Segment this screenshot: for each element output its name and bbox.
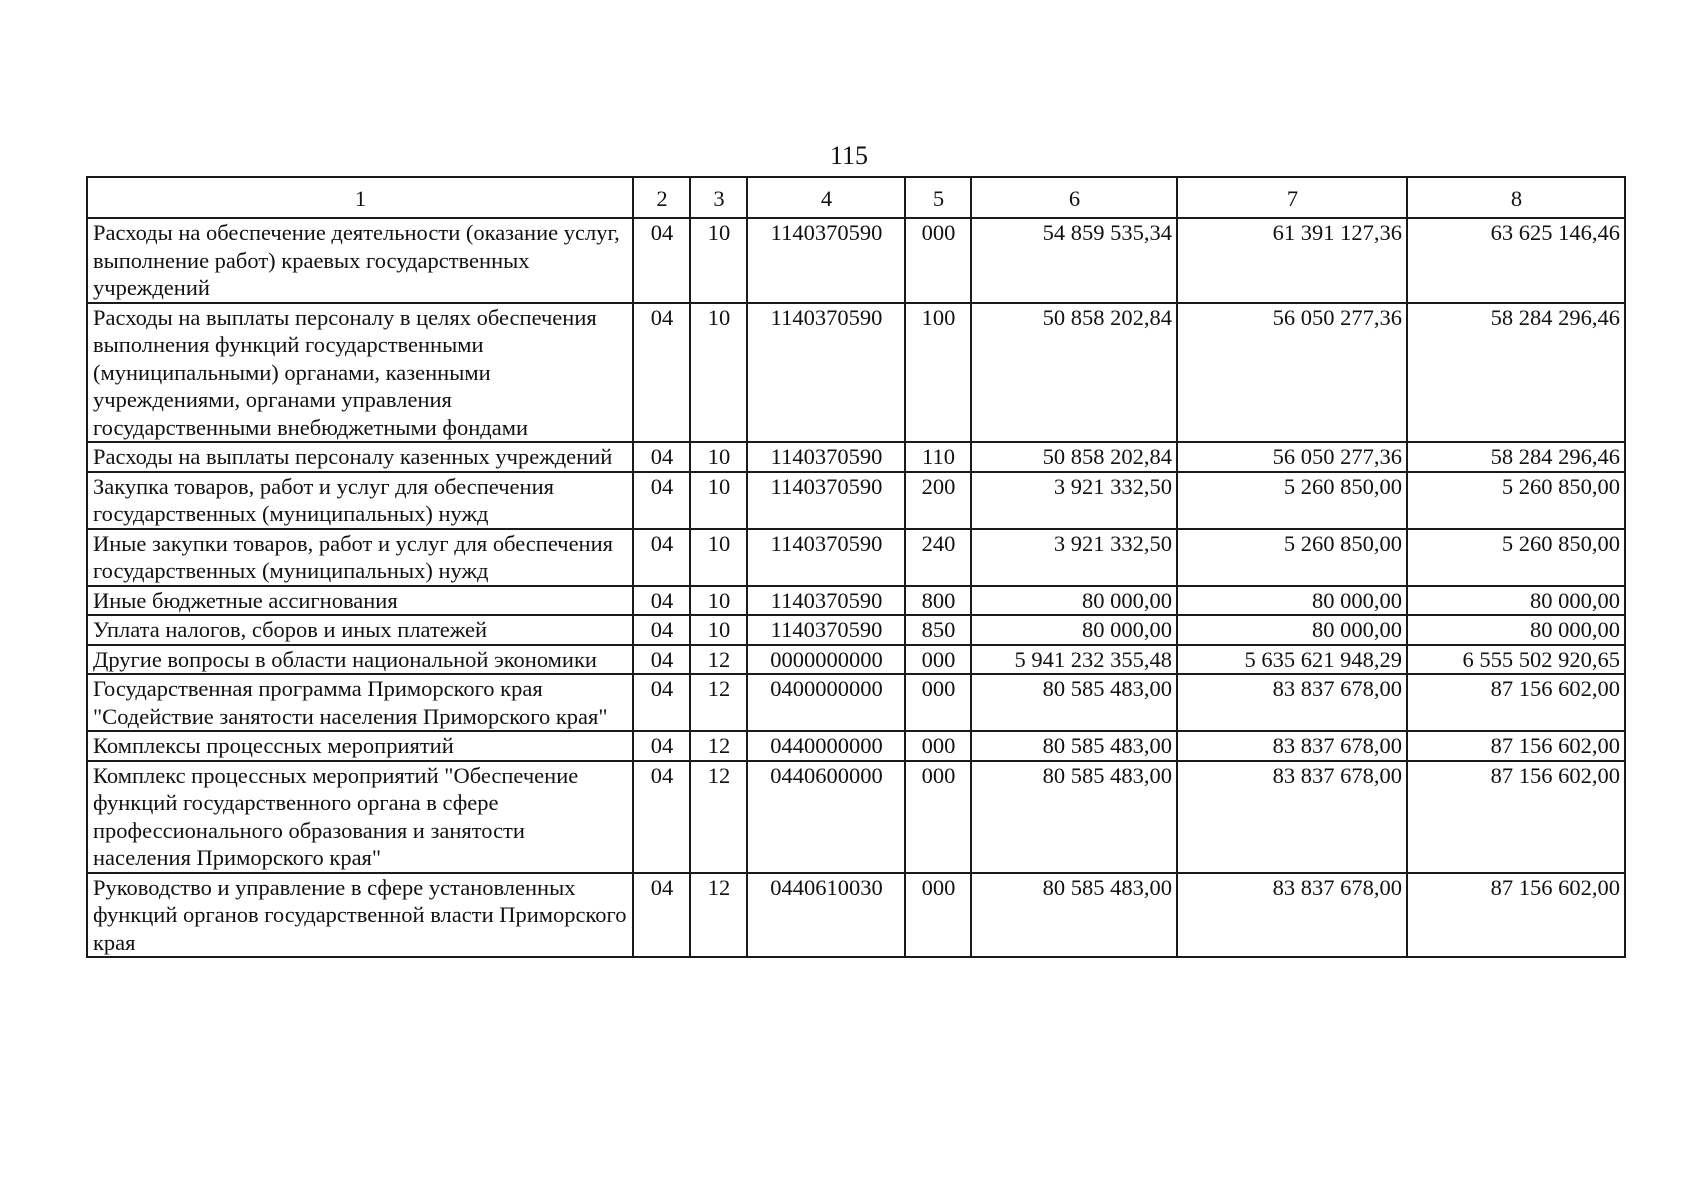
- expense-type-code: 850: [905, 615, 971, 645]
- expense-type-code: 200: [905, 472, 971, 529]
- section-code: 04: [633, 529, 690, 586]
- section-code: 04: [633, 303, 690, 443]
- column-header: 3: [690, 177, 747, 218]
- amount-col-7: 61 391 127,36: [1177, 218, 1407, 303]
- subsection-code: 10: [690, 442, 747, 472]
- table-row: [87, 472, 1625, 529]
- expense-type-code: 000: [905, 218, 971, 303]
- amount-col-6: 3 921 332,50: [971, 472, 1177, 529]
- page-number: 115: [829, 141, 869, 170]
- amount-col-7: 83 837 678,00: [1177, 873, 1407, 958]
- subsection-code: 10: [690, 529, 747, 586]
- budget-table: [86, 176, 1626, 958]
- section-code: 04: [633, 674, 690, 731]
- amount-col-8: 87 156 602,00: [1407, 873, 1625, 958]
- amount-col-6: 80 000,00: [971, 615, 1177, 645]
- column-header: 6: [971, 177, 1177, 218]
- amount-col-7: 5 260 850,00: [1177, 472, 1407, 529]
- expense-type-code: 000: [905, 761, 971, 873]
- target-article-code: 0440610030: [747, 873, 905, 958]
- row-name: Комплексы процессных мероприятий: [87, 731, 633, 761]
- row-name: Уплата налогов, сборов и иных платежей: [87, 615, 633, 645]
- amount-col-7: 56 050 277,36: [1177, 303, 1407, 443]
- amount-col-6: 80 585 483,00: [971, 761, 1177, 873]
- target-article-code: 0400000000: [747, 674, 905, 731]
- section-code: 04: [633, 615, 690, 645]
- subsection-code: 12: [690, 873, 747, 958]
- section-code: 04: [633, 873, 690, 958]
- amount-col-7: 5 260 850,00: [1177, 529, 1407, 586]
- amount-col-8: 58 284 296,46: [1407, 442, 1625, 472]
- header-row: [87, 177, 1625, 218]
- row-name: Руководство и управление в сфере установленных функций органов государственной власти Приморского края: [87, 873, 633, 958]
- row-name: Иные закупки товаров, работ и услуг для обеспечения государственных (муниципальных) нужд: [87, 529, 633, 586]
- subsection-code: 10: [690, 615, 747, 645]
- amount-col-8: 80 000,00: [1407, 586, 1625, 616]
- subsection-code: 12: [690, 674, 747, 731]
- table-row: [87, 303, 1625, 443]
- table-row: [87, 529, 1625, 586]
- table-row: [87, 442, 1625, 472]
- amount-col-6: 5 941 232 355,48: [971, 645, 1177, 675]
- target-article-code: 1140370590: [747, 218, 905, 303]
- row-name: Расходы на обеспечение деятельности (оказание услуг, выполнение работ) краевых государственных учреждений: [87, 218, 633, 303]
- row-name: Государственная программа Приморского края "Содействие занятости населения Приморского края": [87, 674, 633, 731]
- amount-col-8: 87 156 602,00: [1407, 731, 1625, 761]
- expense-type-code: 100: [905, 303, 971, 443]
- column-header: 8: [1407, 177, 1625, 218]
- amount-col-7: 83 837 678,00: [1177, 731, 1407, 761]
- expense-type-code: 800: [905, 586, 971, 616]
- target-article-code: 0440600000: [747, 761, 905, 873]
- column-header: 1: [87, 177, 633, 218]
- expense-type-code: 000: [905, 731, 971, 761]
- row-name: Другие вопросы в области национальной экономики: [87, 645, 633, 675]
- subsection-code: 10: [690, 586, 747, 616]
- expense-type-code: 240: [905, 529, 971, 586]
- amount-col-8: 58 284 296,46: [1407, 303, 1625, 443]
- table-row: [87, 218, 1625, 303]
- amount-col-6: 3 921 332,50: [971, 529, 1177, 586]
- subsection-code: 10: [690, 472, 747, 529]
- column-header: 2: [633, 177, 690, 218]
- row-name: Иные бюджетные ассигнования: [87, 586, 633, 616]
- target-article-code: 1140370590: [747, 586, 905, 616]
- amount-col-7: 83 837 678,00: [1177, 674, 1407, 731]
- table-row: [87, 615, 1625, 645]
- expense-type-code: 000: [905, 645, 971, 675]
- target-article-code: 0440000000: [747, 731, 905, 761]
- subsection-code: 12: [690, 731, 747, 761]
- amount-col-6: 50 858 202,84: [971, 442, 1177, 472]
- amount-col-7: 5 635 621 948,29: [1177, 645, 1407, 675]
- expense-type-code: 110: [905, 442, 971, 472]
- amount-col-8: 80 000,00: [1407, 615, 1625, 645]
- amount-col-7: 80 000,00: [1177, 586, 1407, 616]
- row-name: Расходы на выплаты персоналу в целях обеспечения выполнения функций государственными (муниципальными) органами, казенными учреждениями, органами управления государственными внебюджетными фондами: [87, 303, 633, 443]
- row-name: Расходы на выплаты персоналу казенных учреждений: [87, 442, 633, 472]
- column-header: 4: [747, 177, 905, 218]
- subsection-code: 10: [690, 303, 747, 443]
- row-name: Закупка товаров, работ и услуг для обеспечения государственных (муниципальных) нужд: [87, 472, 633, 529]
- amount-col-6: 80 585 483,00: [971, 731, 1177, 761]
- subsection-code: 12: [690, 761, 747, 873]
- subsection-code: 10: [690, 218, 747, 303]
- table-row: [87, 731, 1625, 761]
- target-article-code: 1140370590: [747, 442, 905, 472]
- column-header: 7: [1177, 177, 1407, 218]
- amount-col-8: 87 156 602,00: [1407, 761, 1625, 873]
- section-code: 04: [633, 218, 690, 303]
- amount-col-6: 50 858 202,84: [971, 303, 1177, 443]
- column-header: 5: [905, 177, 971, 218]
- section-code: 04: [633, 761, 690, 873]
- amount-col-8: 63 625 146,46: [1407, 218, 1625, 303]
- amount-col-8: 87 156 602,00: [1407, 674, 1625, 731]
- table-body: [87, 218, 1625, 957]
- table-row: [87, 674, 1625, 731]
- section-code: 04: [633, 645, 690, 675]
- amount-col-6: 80 000,00: [971, 586, 1177, 616]
- table-row: [87, 873, 1625, 958]
- target-article-code: 1140370590: [747, 615, 905, 645]
- target-article-code: 0000000000: [747, 645, 905, 675]
- table-row: [87, 645, 1625, 675]
- amount-col-7: 56 050 277,36: [1177, 442, 1407, 472]
- amount-col-6: 54 859 535,34: [971, 218, 1177, 303]
- section-code: 04: [633, 472, 690, 529]
- section-code: 04: [633, 731, 690, 761]
- amount-col-7: 80 000,00: [1177, 615, 1407, 645]
- amount-col-8: 5 260 850,00: [1407, 529, 1625, 586]
- section-code: 04: [633, 586, 690, 616]
- amount-col-8: 5 260 850,00: [1407, 472, 1625, 529]
- amount-col-8: 6 555 502 920,65: [1407, 645, 1625, 675]
- table-row: [87, 586, 1625, 616]
- target-article-code: 1140370590: [747, 472, 905, 529]
- target-article-code: 1140370590: [747, 303, 905, 443]
- section-code: 04: [633, 442, 690, 472]
- amount-col-6: 80 585 483,00: [971, 873, 1177, 958]
- amount-col-7: 83 837 678,00: [1177, 761, 1407, 873]
- amount-col-6: 80 585 483,00: [971, 674, 1177, 731]
- expense-type-code: 000: [905, 873, 971, 958]
- expense-type-code: 000: [905, 674, 971, 731]
- row-name: Комплекс процессных мероприятий "Обеспечение функций государственного органа в сфере профессионального образования и занятости населения Приморского края": [87, 761, 633, 873]
- subsection-code: 12: [690, 645, 747, 675]
- target-article-code: 1140370590: [747, 529, 905, 586]
- table-row: [87, 761, 1625, 873]
